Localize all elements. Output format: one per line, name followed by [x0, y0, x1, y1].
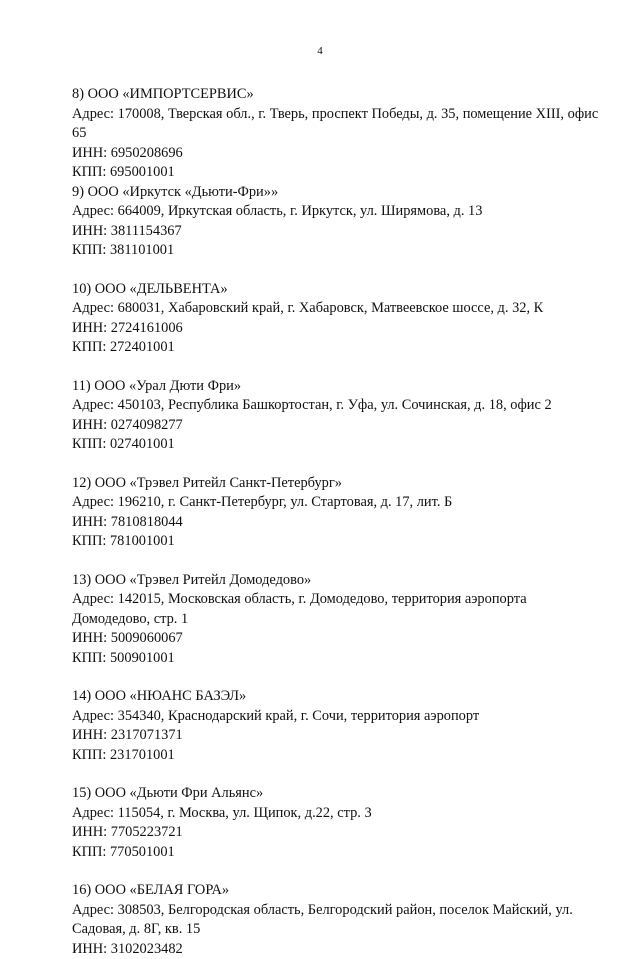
- company-entry-12: [72, 474, 602, 552]
- company-inn: ИНН: 2317071371: [72, 726, 602, 746]
- company-inn: ИНН: 0274098277: [72, 416, 602, 436]
- company-entry-16: [72, 881, 602, 959]
- company-entry-14: [72, 687, 602, 765]
- company-inn: ИНН: 6950208696: [72, 144, 602, 164]
- company-title: 11) ООО «Урал Дюти Фри»: [72, 377, 602, 397]
- company-inn: ИНН: 3811154367: [72, 222, 602, 242]
- company-inn: ИНН: 7705223721: [72, 823, 602, 843]
- company-address: Адрес: 680031, Хабаровский край, г. Хабаровск, Матвеевское шоссе, д. 32, К: [72, 299, 602, 319]
- company-entry-11: [72, 377, 602, 455]
- company-address: Адрес: 664009, Иркутская область, г. Иркутск, ул. Ширямова, д. 13: [72, 202, 602, 222]
- company-title: 12) ООО «Трэвел Ритейл Санкт-Петербург»: [72, 474, 602, 494]
- company-entry-9: [72, 183, 602, 261]
- company-entry-10: [72, 280, 602, 358]
- company-address: Адрес: 142015, Московская область, г. Домодедово, территория аэропорта Домодедово, стр. 1: [72, 590, 602, 629]
- company-kpp: КПП: 381101001: [72, 241, 602, 261]
- company-title: 16) ООО «БЕЛАЯ ГОРА»: [72, 881, 602, 901]
- company-kpp: КПП: 027401001: [72, 435, 602, 455]
- company-address: Адрес: 354340, Краснодарский край, г. Сочи, территория аэропорт: [72, 707, 602, 727]
- company-kpp: КПП: 695001001: [72, 163, 602, 183]
- company-title: 14) ООО «НЮАНС БАЗЭЛ»: [72, 687, 602, 707]
- company-entry-15: [72, 784, 602, 862]
- company-title: 13) ООО «Трэвел Ритейл Домодедово»: [72, 571, 602, 591]
- company-inn: ИНН: 3102023482: [72, 940, 602, 959]
- company-entry-8: [72, 85, 602, 183]
- company-address: Адрес: 115054, г. Москва, ул. Щипок, д.22, стр. 3: [72, 804, 602, 824]
- company-kpp: КПП: 231701001: [72, 746, 602, 766]
- company-address: Адрес: 450103, Республика Башкортостан, г. Уфа, ул. Сочинская, д. 18, офис 2: [72, 396, 602, 416]
- company-list: [72, 85, 602, 959]
- company-title: 8) ООО «ИМПОРТСЕРВИС»: [72, 85, 602, 105]
- company-address: Адрес: 196210, г. Санкт-Петербург, ул. Стартовая, д. 17, лит. Б: [72, 493, 602, 513]
- company-entry-13: [72, 571, 602, 669]
- company-title: 10) ООО «ДЕЛЬВЕНТА»: [72, 280, 602, 300]
- company-inn: ИНН: 2724161006: [72, 319, 602, 339]
- company-kpp: КПП: 770501001: [72, 843, 602, 863]
- company-inn: ИНН: 5009060067: [72, 629, 602, 649]
- company-title: 15) ООО «Дьюти Фри Альянс»: [72, 784, 602, 804]
- company-kpp: КПП: 272401001: [72, 338, 602, 358]
- page-number: 4: [0, 44, 640, 58]
- company-kpp: КПП: 500901001: [72, 649, 602, 669]
- company-inn: ИНН: 7810818044: [72, 513, 602, 533]
- company-kpp: КПП: 781001001: [72, 532, 602, 552]
- company-title: 9) ООО «Иркутск «Дьюти-Фри»»: [72, 183, 602, 203]
- company-address: Адрес: 170008, Тверская обл., г. Тверь, проспект Победы, д. 35, помещение XIII, офис 65: [72, 105, 602, 144]
- company-address: Адрес: 308503, Белгородская область, Белгородский район, поселок Майский, ул. Садовая, д. 8Г, кв. 15: [72, 901, 602, 940]
